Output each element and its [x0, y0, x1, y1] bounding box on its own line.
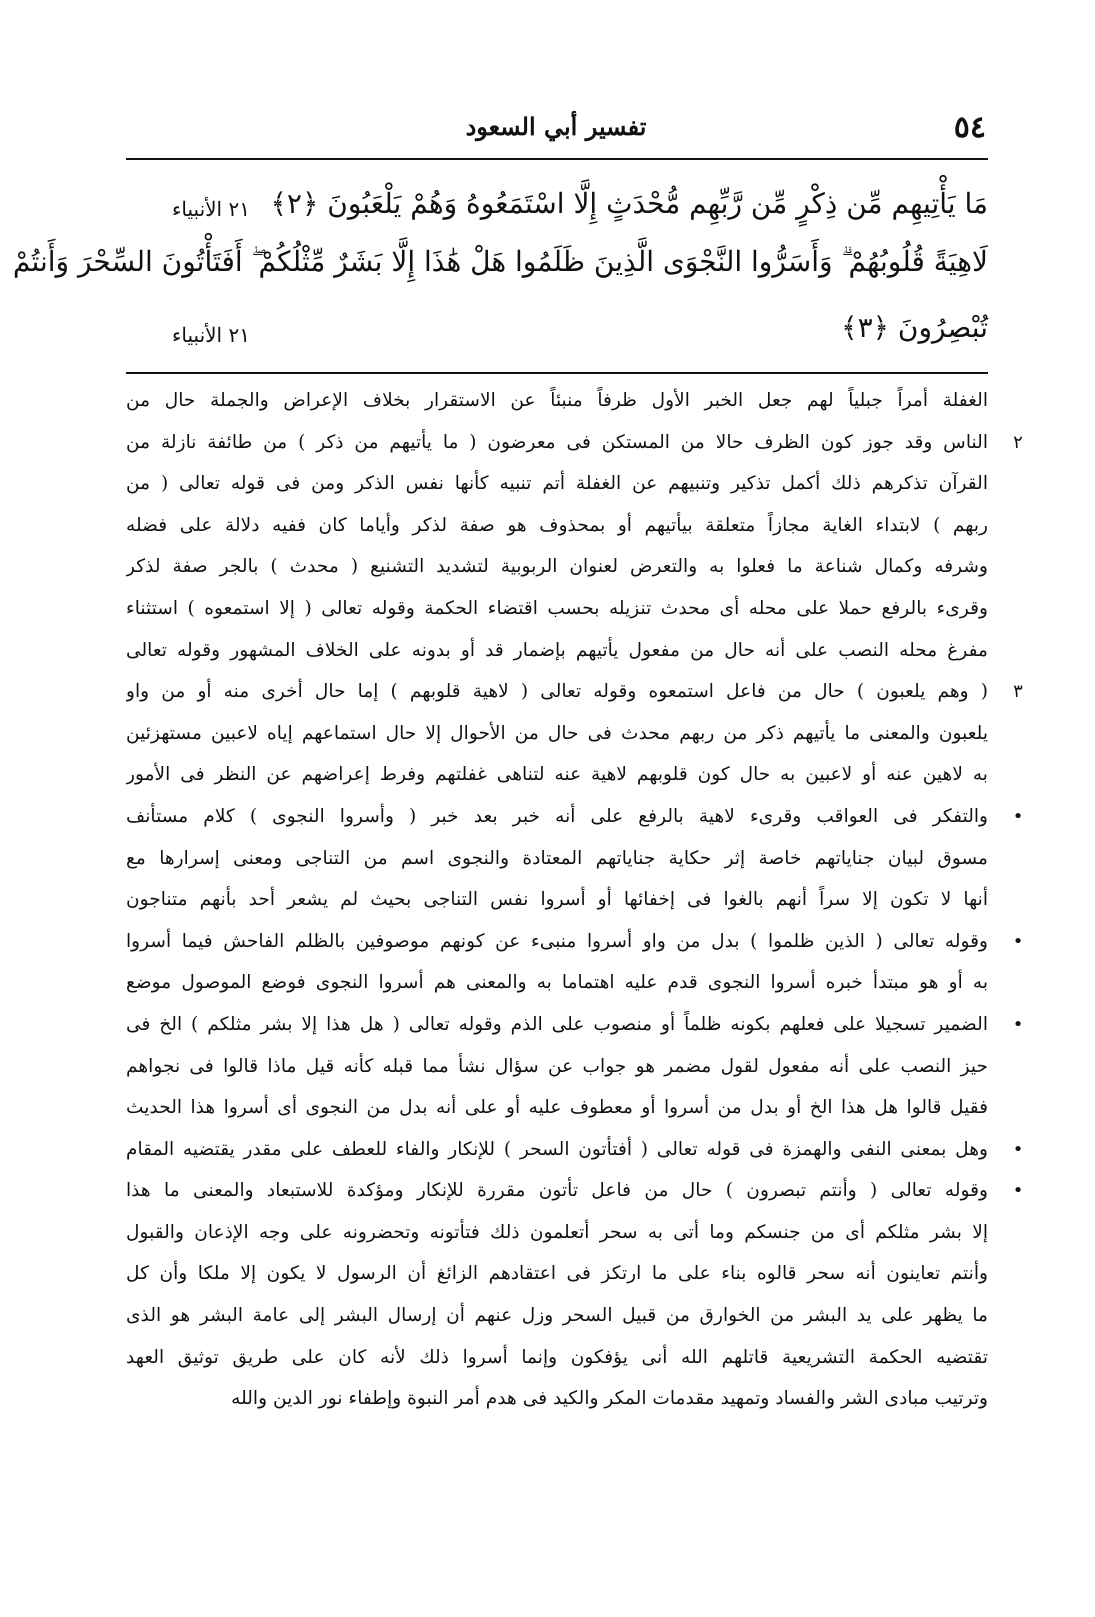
- commentary-line: وقرىء بالرفع حملا على محله أى محدث تنزيله بحسب اقتضاء الحكمة وقوله تعالى ( إلا استمعوه ) استثناء: [126, 597, 988, 619]
- commentary-line: الغفلة أمراً جبلياً لهم جعل الخبر الأول ظرفاً منبئاً عن الاستقرار بخلاف الإعراض والجملة حال من: [126, 390, 988, 411]
- quran-verses: [12, 172, 988, 368]
- section-bullet-marker: •: [1012, 806, 1024, 827]
- verse-line: لَاهِيَةً قُلُوبُهُمْ ۗ وَأَسَرُّوا النَّجْوَى الَّذِينَ ظَلَمُوا هَلْ هَٰذَا إِلَّا بَشَرٌ مِّثْلُكُمْ ۖ أَفَتَأْتُونَ السِّحْرَ وَأَنتُمْ: [12, 245, 988, 278]
- commentary-line: مسوق لبيان جناياتهم خاصة إثر حكاية جناياتهم المعتادة والنجوى اسم من التناجى ومعنى إسرارها مع: [126, 847, 988, 869]
- commentary-line: مفرغ محله النصب على أنه حال من مفعول يأتيهم بإضمار قد أو بدونه على الخلاف المشهور وقوله تعالى: [126, 639, 988, 661]
- page-header: [126, 100, 986, 150]
- commentary-line: ما يظهر على يد البشر من الخوارق من قبيل السحر وزل عنهم أن إرسال البشر إلى عامة البشر هو الذى: [126, 1305, 988, 1327]
- commentary-line: تقتضيه الحكمة التشريعية قاتلهم الله أنى يؤفكون وإنما أسروا ذلك لأنه كان على طريق توثيق العهد: [126, 1346, 988, 1368]
- header-divider: [126, 158, 988, 160]
- verse-number-marker: ٣: [1013, 681, 1023, 703]
- commentary-line: به أو هو مبتدأ خبره أسروا النجوى قدم عليه اهتماما به والمعنى هم أسروا النجوى فوضع الموصول موضع: [126, 972, 988, 994]
- verse-line: مَا يَأْتِيهِم مِّن ذِكْرٍ مِّن رَّبِّهِم مُّحْدَثٍ إِلَّا اسْتَمَعُوهُ وَهُمْ يَلْعَبُونَ ﴿٢﴾: [270, 187, 988, 220]
- commentary-line: ( وهم يلعبون ) حال من فاعل استمعوه وقوله تعالى ( لاهية قلوبهم ) إما حال أخرى منه أو من واو: [126, 681, 988, 703]
- commentary-line: الضمير تسجيلا على فعلهم بكونه ظلماً أو منصوب على الذم وقوله تعالى ( هل هذا إلا بشر مثلكم ) الخ فى: [126, 1013, 988, 1035]
- commentary-line: فقيل قالوا هل هذا الخ أو بدل من أسروا أو معطوف عليه أو على أنه بدل من النجوى أى أسروا هذا الحديث: [126, 1097, 988, 1119]
- commentary-line: يلعبون والمعنى ما يأتيهم ذكر من ربهم محدث فى حال من الأحوال إلا حال استماعهم إياه لاعبين مستهزئين: [126, 722, 988, 744]
- commentary-line: حيز النصب على أنه مفعول لقول مضمر هو جواب عن سؤال نشأ مما قبله كأنه قيل ماذا قالوا فى نجواهم: [126, 1055, 988, 1077]
- commentary-line: وهل بمعنى النفى والهمزة فى قوله تعالى ( أفتأتون السحر ) للإنكار والفاء للعطف على مقدر يقتضيه المقام: [126, 1138, 988, 1160]
- verse-line: تُبْصِرُونَ ﴿٣﴾: [841, 311, 988, 344]
- commentary-line: وقوله تعالى ( وأنتم تبصرون ) حال من فاعل تأتون مقررة للإنكار ومؤكدة للاستبعاد والمعنى ما هذا: [126, 1180, 988, 1202]
- commentary-line: وترتيب مبادى الشر والفساد وتمهيد مقدمات المكر والكيد فى هدم أمر النبوة وإطفاء نور الدين والله: [231, 1388, 988, 1410]
- section-bullet-marker: •: [1012, 930, 1024, 952]
- commentary-line: وأنتم تعاينون أنه سحر قالوه بناء على ما ارتكز فى اعتقادهم الزائغ أن الرسول لا يكون إلا ملكا وأن كل: [126, 1263, 988, 1285]
- commentary-line: ربهم ) لابتداء الغاية مجازاً متعلقة بيأتيهم أو بمحذوف هو صفة لذكر وأياما كان ففيه دلالة على فضله: [126, 514, 988, 536]
- verses-divider: [126, 372, 988, 374]
- commentary-line: به لاهين عنه أو لاعبين به حال كون قلوبهم لاهية عنه لتناهى غفلتهم وفرط إعراضهم عن النظر فى الأمور: [126, 764, 988, 786]
- verse-reference: ٢١ الأنبياء: [172, 323, 250, 347]
- commentary-text: [126, 380, 988, 1420]
- section-bullet-marker: •: [1012, 1180, 1024, 1202]
- commentary-line: إلا بشر مثلكم أى من جنسكم وما أتى به سحر أتعلمون ذلك فتأتونه وتحضرونه على وجه الإذعان والقبول: [126, 1221, 988, 1243]
- section-bullet-marker: •: [1012, 1138, 1024, 1160]
- commentary-line: وقوله تعالى ( الذين ظلموا ) بدل من واو أسروا منبىء عن كونهم موصوفين بالظلم الفاحش فيما أسروا: [126, 930, 988, 952]
- commentary-line: والتفكر فى العواقب وقرىء لاهية بالرفع على أنه خبر بعد خبر ( وأسروا النجوى ) كلام مستأنف: [126, 805, 988, 827]
- commentary-line: وشرفه وكمال شناعة ما فعلوا به والتعرض لعنوان الربوبية لتشديد التشنيع ( محدث ) بالجر صفة لذكر: [126, 556, 988, 578]
- page-number: ٥٤: [953, 110, 986, 145]
- section-bullet-marker: •: [1012, 1014, 1024, 1035]
- commentary-line: أنها لا تكون إلا سراً أنهم بالغوا فى إخفائها أو أسروا نفس التناجى بحيث لم يشعر أحد بأنهم متناجون: [126, 889, 988, 911]
- book-title: تفسير أبي السعود: [465, 112, 647, 141]
- margin-markers: [988, 380, 1048, 1480]
- verse-number-marker: ٢: [1013, 431, 1023, 453]
- commentary-line: القرآن تذكرهم ذلك أكمل تذكير وتنبيهم عن الغفلة أتم تنبيه كأنها نفس الذكر ومن فى قوله تعالى ( من: [126, 473, 988, 495]
- commentary-line: الناس وقد جوز كون الظرف حالا من المستكن فى معرضون ( ما يأتيهم من ذكر ) من طائفة نازلة من: [126, 431, 988, 453]
- verse-reference: ٢١ الأنبياء: [172, 197, 250, 221]
